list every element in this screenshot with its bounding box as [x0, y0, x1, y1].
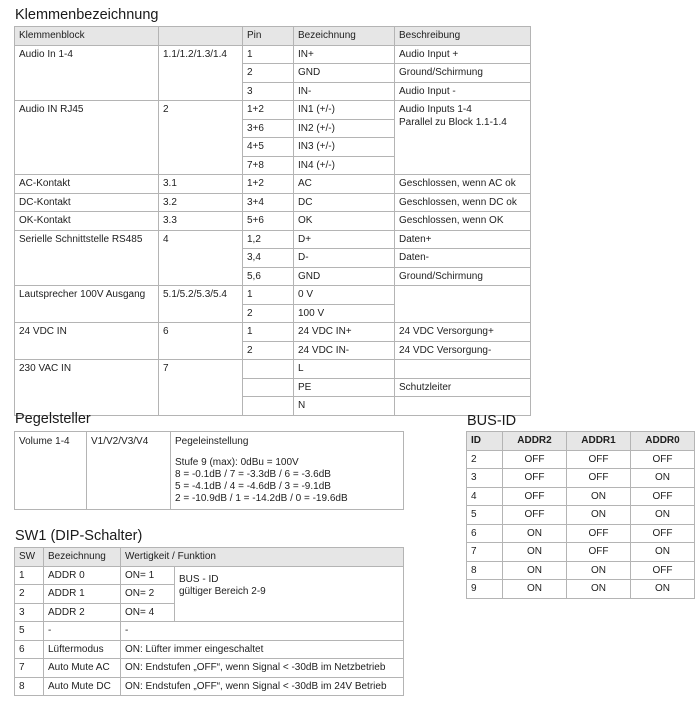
pin-cell: 7+8 — [243, 156, 294, 175]
bez-cell: D+ — [294, 230, 395, 249]
pegel-ids: V1/V2/V3/V4 — [87, 432, 171, 510]
block-cell: OK-Kontakt — [15, 212, 159, 231]
table-row — [467, 524, 695, 543]
col-header: Bezeichnung — [294, 27, 395, 46]
sw-bez-cell: Auto Mute AC — [44, 659, 121, 678]
addr-cell: ON — [567, 487, 631, 506]
pegel-line: 8 = -0.1dB / 7 = -3.3dB / 6 = -3.6dB — [175, 469, 331, 480]
bez-cell: DC — [294, 193, 395, 212]
klemmen-table — [14, 26, 531, 416]
col-header: Wertigkeit / Funktion — [121, 548, 404, 567]
sw1-table — [14, 547, 404, 696]
id-cell: 9 — [467, 580, 503, 599]
col-header: Bezeichnung — [44, 548, 121, 567]
sw-val-cell: ON= 1 — [121, 566, 175, 585]
pin-cell: 1,2 — [243, 230, 294, 249]
bez-cell: PE — [294, 378, 395, 397]
desc-cell: Geschlossen, wenn OK — [395, 212, 531, 231]
addr-cell: OFF — [631, 450, 695, 469]
addr-cell: ON — [503, 561, 567, 580]
desc-cell: 24 VDC Versorgung+ — [395, 323, 531, 342]
id-cell: 4 — [467, 487, 503, 506]
desc-cell: Daten- — [395, 249, 531, 268]
sw-cell: 6 — [15, 640, 44, 659]
col-header: Pin — [243, 27, 294, 46]
nr-cell: 3.3 — [159, 212, 243, 231]
col-header: Beschreibung — [395, 27, 531, 46]
pin-cell: 3+4 — [243, 193, 294, 212]
bus-note-line: gültiger Bereich 2-9 — [179, 586, 266, 597]
table-row — [15, 101, 531, 120]
sw-cell: 3 — [15, 603, 44, 622]
desc-cell — [395, 101, 531, 175]
desc-cell: Geschlossen, wenn AC ok — [395, 175, 531, 194]
addr-cell: OFF — [503, 487, 567, 506]
busid-title: BUS-ID — [467, 413, 517, 429]
sw-bez-cell: ADDR 0 — [44, 566, 121, 585]
table-row — [15, 622, 404, 641]
addr-cell: ON — [567, 506, 631, 525]
desc-cell: Ground/Schirmung — [395, 64, 531, 83]
pin-cell: 2 — [243, 341, 294, 360]
bez-cell: GND — [294, 267, 395, 286]
table-row — [467, 561, 695, 580]
table-header-row — [15, 27, 531, 46]
table-row — [467, 506, 695, 525]
table-row — [15, 323, 531, 342]
addr-cell: OFF — [567, 524, 631, 543]
block-cell: Serielle Schnittstelle RS485 — [15, 230, 159, 286]
desc-cell: Audio Input - — [395, 82, 531, 101]
bez-cell: 24 VDC IN+ — [294, 323, 395, 342]
col-header: ADDR0 — [631, 432, 695, 451]
pin-cell: 2 — [243, 64, 294, 83]
table-row — [15, 566, 404, 585]
pegel-line: 5 = -4.1dB / 4 = -4.6dB / 3 = -9.1dB — [175, 481, 331, 492]
desc-cell: Ground/Schirmung — [395, 267, 531, 286]
addr-cell: ON — [567, 580, 631, 599]
table-row — [15, 175, 531, 194]
sw-val-cell: - — [121, 622, 404, 641]
bez-cell: IN2 (+/-) — [294, 119, 395, 138]
table-header-row — [15, 548, 404, 567]
pin-cell: 1 — [243, 323, 294, 342]
pin-cell — [243, 397, 294, 416]
sw-bez-cell: - — [44, 622, 121, 641]
pegel-name: Volume 1-4 — [15, 432, 87, 510]
bez-cell: IN4 (+/-) — [294, 156, 395, 175]
pin-cell: 3+6 — [243, 119, 294, 138]
pin-cell: 1+2 — [243, 101, 294, 120]
addr-cell: OFF — [503, 450, 567, 469]
table-row — [15, 659, 404, 678]
bez-cell: 100 V — [294, 304, 395, 323]
addr-cell: ON — [631, 469, 695, 488]
col-header: ID — [467, 432, 503, 451]
desc-cell: Audio Input + — [395, 45, 531, 64]
nr-cell: 3.1 — [159, 175, 243, 194]
block-cell: 24 VDC IN — [15, 323, 159, 360]
table-row — [467, 543, 695, 562]
id-cell: 2 — [467, 450, 503, 469]
bez-cell: 0 V — [294, 286, 395, 305]
block-cell: 230 VAC IN — [15, 360, 159, 416]
sw-cell: 2 — [15, 585, 44, 604]
addr-cell: ON — [631, 543, 695, 562]
col-header: SW — [15, 548, 44, 567]
col-header — [159, 27, 243, 46]
pin-cell: 3 — [243, 82, 294, 101]
sw-val-cell: ON: Endstufen „OFF“, wenn Signal < -30dB im Netzbetrieb — [121, 659, 404, 678]
id-cell: 3 — [467, 469, 503, 488]
pin-cell: 4+5 — [243, 138, 294, 157]
table-row — [15, 212, 531, 231]
nr-cell: 5.1/5.2/5.3/5.4 — [159, 286, 243, 323]
addr-cell: ON — [503, 580, 567, 599]
table-row — [15, 45, 531, 64]
table-row — [15, 640, 404, 659]
nr-cell: 6 — [159, 323, 243, 360]
table-row — [15, 677, 404, 696]
col-header: ADDR1 — [567, 432, 631, 451]
nr-cell: 4 — [159, 230, 243, 286]
nr-cell: 2 — [159, 101, 243, 175]
desc-cell — [395, 360, 531, 379]
addr-cell: OFF — [503, 469, 567, 488]
sw-cell: 7 — [15, 659, 44, 678]
desc-line: Audio Inputs 1-4 — [399, 104, 472, 115]
col-header: ADDR2 — [503, 432, 567, 451]
pin-cell: 1 — [243, 45, 294, 64]
bus-note-cell — [175, 566, 404, 622]
pin-cell — [243, 378, 294, 397]
addr-cell: OFF — [567, 450, 631, 469]
addr-cell: ON — [631, 580, 695, 599]
addr-cell: ON — [567, 561, 631, 580]
pegel-heading: Pegeleinstellung — [175, 436, 249, 447]
pegel-line: 2 = -10.9dB / 1 = -14.2dB / 0 = -19.6dB — [175, 493, 348, 504]
table-row — [15, 432, 404, 510]
sw-val-cell: ON= 2 — [121, 585, 175, 604]
block-cell: Audio IN RJ45 — [15, 101, 159, 175]
sw-val-cell: ON: Endstufen „OFF“, wenn Signal < -30dB im 24V Betrieb — [121, 677, 404, 696]
bez-cell: 24 VDC IN- — [294, 341, 395, 360]
desc-line: Parallel zu Block 1.1-1.4 — [399, 116, 507, 128]
block-cell: Audio In 1-4 — [15, 45, 159, 101]
desc-cell: Schutzleiter — [395, 378, 531, 397]
bez-cell: IN3 (+/-) — [294, 138, 395, 157]
addr-cell: ON — [503, 524, 567, 543]
bez-cell: N — [294, 397, 395, 416]
pin-cell: 2 — [243, 304, 294, 323]
desc-cell: Geschlossen, wenn DC ok — [395, 193, 531, 212]
desc-cell — [395, 286, 531, 323]
bez-cell: L — [294, 360, 395, 379]
addr-cell: ON — [503, 543, 567, 562]
addr-cell: OFF — [503, 506, 567, 525]
sw-bez-cell: ADDR 1 — [44, 585, 121, 604]
bez-cell: AC — [294, 175, 395, 194]
col-header: Klemmenblock — [15, 27, 159, 46]
sw-cell: 8 — [15, 677, 44, 696]
addr-cell: OFF — [567, 469, 631, 488]
bez-cell: OK — [294, 212, 395, 231]
table-row — [15, 286, 531, 305]
id-cell: 6 — [467, 524, 503, 543]
bus-note-line: BUS - ID — [179, 573, 219, 585]
addr-cell: OFF — [631, 561, 695, 580]
table-row — [15, 360, 531, 379]
nr-cell: 1.1/1.2/1.3/1.4 — [159, 45, 243, 101]
nr-cell: 3.2 — [159, 193, 243, 212]
table-row — [467, 580, 695, 599]
pegel-desc — [171, 432, 404, 510]
pin-cell: 5+6 — [243, 212, 294, 231]
id-cell: 7 — [467, 543, 503, 562]
bez-cell: D- — [294, 249, 395, 268]
bez-cell: GND — [294, 64, 395, 83]
block-cell: DC-Kontakt — [15, 193, 159, 212]
sw-cell: 1 — [15, 566, 44, 585]
table-row — [467, 450, 695, 469]
pin-cell — [243, 360, 294, 379]
busid-table — [466, 431, 695, 599]
desc-cell: 24 VDC Versorgung- — [395, 341, 531, 360]
table-row — [15, 193, 531, 212]
pin-cell: 1+2 — [243, 175, 294, 194]
pin-cell: 5,6 — [243, 267, 294, 286]
desc-cell: Daten+ — [395, 230, 531, 249]
sw-val-cell: ON: Lüfter immer eingeschaltet — [121, 640, 404, 659]
addr-cell: OFF — [567, 543, 631, 562]
pin-cell: 3,4 — [243, 249, 294, 268]
nr-cell: 7 — [159, 360, 243, 416]
table-row — [15, 230, 531, 249]
id-cell: 5 — [467, 506, 503, 525]
bez-cell: IN+ — [294, 45, 395, 64]
sw-cell: 5 — [15, 622, 44, 641]
sw-val-cell: ON= 4 — [121, 603, 175, 622]
sw-bez-cell: Auto Mute DC — [44, 677, 121, 696]
bez-cell: IN1 (+/-) — [294, 101, 395, 120]
pegel-table — [14, 431, 404, 510]
block-cell: AC-Kontakt — [15, 175, 159, 194]
pegel-line: Stufe 9 (max): 0dBu = 100V — [175, 457, 299, 468]
addr-cell: OFF — [631, 524, 695, 543]
table-row — [467, 487, 695, 506]
id-cell: 8 — [467, 561, 503, 580]
sw1-title: SW1 (DIP-Schalter) — [15, 528, 143, 544]
sw-bez-cell: ADDR 2 — [44, 603, 121, 622]
addr-cell: ON — [631, 506, 695, 525]
sw-bez-cell: Lüftermodus — [44, 640, 121, 659]
klemmen-title: Klemmenbezeichnung — [15, 7, 159, 23]
block-cell: Lautsprecher 100V Ausgang — [15, 286, 159, 323]
bez-cell: IN- — [294, 82, 395, 101]
pin-cell: 1 — [243, 286, 294, 305]
table-header-row — [467, 432, 695, 451]
table-row — [467, 469, 695, 488]
addr-cell: OFF — [631, 487, 695, 506]
pegel-title: Pegelsteller — [15, 411, 91, 427]
